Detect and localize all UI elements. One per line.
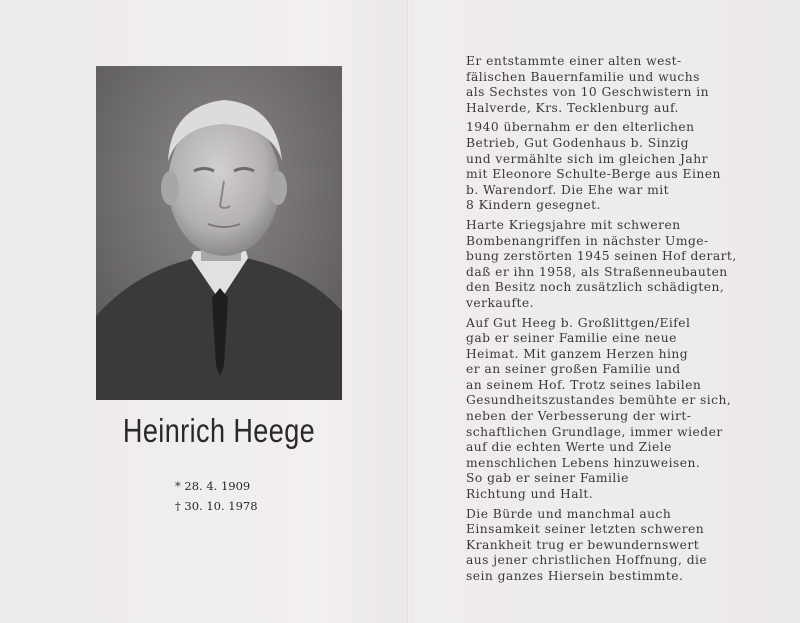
text-line: aus jener christlichen Hoffnung, die <box>466 553 708 568</box>
text-line: 1940 übernahm er den elterlichen <box>466 120 695 135</box>
text-line: er an seiner großen Familie und <box>466 362 681 377</box>
biography-paragraph <box>466 218 786 312</box>
text-line: b. Warendorf. Die Ehe war mit <box>466 182 670 197</box>
text-line: Die Bürde und manchmal auch <box>466 506 672 521</box>
text-line: und vermählte sich im gleichen Jahr <box>466 151 708 166</box>
text-line: Richtung und Halt. <box>466 487 594 502</box>
biography-text <box>466 54 786 589</box>
death-date: † 30. 10. 1978 <box>175 499 258 513</box>
text-line: auf die echten Werte und Ziele <box>466 440 672 455</box>
text-line: sein ganzes Hiersein bestimmte. <box>466 569 684 583</box>
text-line: Bombenangriffen in nächster Umge- <box>466 233 709 248</box>
text-line: an seinem Hof. Trotz seines labilen <box>466 377 702 392</box>
biography-paragraph <box>466 120 786 214</box>
text-line: neben der Verbesserung der wirt- <box>466 409 692 424</box>
text-line: mit Eleonore Schulte-Berge aus Einen <box>466 167 721 182</box>
text-line: als Sechstes von 10 Geschwistern in <box>466 85 709 100</box>
text-line: bung zerstörten 1945 seinen Hof derart, <box>466 249 737 264</box>
biography-paragraph <box>466 507 786 585</box>
text-line: menschlichen Lebens hinzuweisen. <box>466 455 701 470</box>
text-line: Gesundheitszustandes bemühte er sich, <box>466 393 732 408</box>
birth-date: * 28. 4. 1909 <box>175 479 251 493</box>
text-line: Er entstammte einer alten west- <box>466 54 682 68</box>
text-line: Einsamkeit seiner letzten schweren <box>466 522 705 537</box>
text-line: gab er seiner Familie eine neue <box>466 331 677 346</box>
text-line: fälischen Bauernfamilie und wuchs <box>466 69 700 84</box>
text-line: verkaufte. <box>466 295 534 310</box>
text-line: Harte Kriegsjahre mit schweren <box>466 217 681 232</box>
text-line: Betrieb, Gut Godenhaus b. Sinzig <box>466 135 689 150</box>
biography-paragraph <box>466 54 786 116</box>
text-line: daß er ihn 1958, als Straßenneubauten <box>466 264 728 279</box>
text-line: So gab er seiner Familie <box>466 471 629 486</box>
text-line: Heimat. Mit ganzem Herzen hing <box>466 346 689 361</box>
text-line: Halverde, Krs. Tecklenburg auf. <box>466 100 679 115</box>
text-line: Auf Gut Heeg b. Großlittgen/Eifel <box>466 315 691 330</box>
card-fold <box>407 0 409 623</box>
text-line: Krankheit trug er bewundernswert <box>466 537 700 552</box>
biography-paragraph <box>466 316 786 503</box>
text-line: 8 Kindern gesegnet. <box>466 198 601 213</box>
text-line: schaftlichen Grundlage, immer wieder <box>466 424 723 439</box>
text-line: den Besitz noch zusätzlich schädigten, <box>466 280 725 295</box>
deceased-name: Heinrich Heege <box>122 412 316 449</box>
portrait-photo <box>96 66 342 400</box>
life-dates <box>175 476 295 516</box>
